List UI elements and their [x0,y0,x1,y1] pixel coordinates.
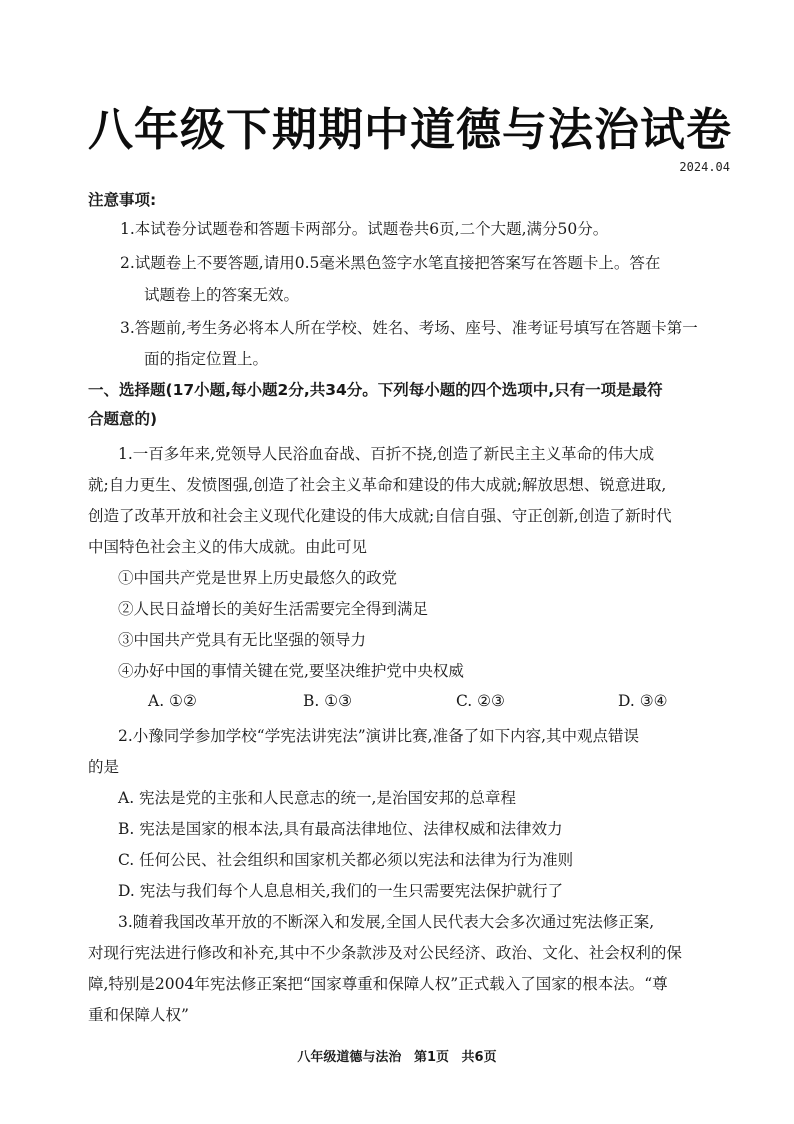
q1-statement-2: ②人民日益增长的美好生活需要完全得到满足 [118,600,429,618]
section1-heading-line-1: 一、选择题(17小题,每小题2分,共34分。下列每小题的四个选项中,只有一项是最符 [88,381,663,399]
q3-stem-line-4: 重和保障人权” [88,1006,189,1024]
q2-stem-line-1: 2.小豫同学参加学校“学宪法讲宪法”演讲比赛,准备了如下内容,其中观点错误 [118,727,639,745]
footer-subject: 八年级道德与法治 [297,1050,402,1065]
q1-statement-1: ①中国共产党是世界上历史最悠久的政党 [118,569,398,587]
q1-stem-line-4: 中国特色社会主义的伟大成就。由此可见 [88,538,368,556]
q1-statement-3: ③中国共产党具有无比坚强的领导力 [118,631,367,649]
exam-title: 八年级下期期中道德与法治试卷 [88,103,733,156]
q2-option-a: A. 宪法是党的主张和人民意志的统一,是治国安邦的总章程 [118,789,516,807]
q3-stem-line-2: 对现行宪法进行修改和补充,其中不少条款涉及对公民经济、政治、文化、社会权利的保 [88,944,682,962]
exam-date: 2024.04 [679,160,730,174]
q1-option-b: B. ①③ [303,692,353,710]
q1-option-c: C. ②③ [456,692,505,710]
notice-item-2-line-2: 试题卷上的答案无效。 [144,286,300,304]
q3-stem-line-1: 3.随着我国改革开放的不断深入和发展,全国人民代表大会多次通过宪法修正案, [118,913,655,931]
notice-item-3-line-1: 3.答题前,考生务必将本人所在学校、姓名、考场、座号、准考证号填写在答题卡第一 [120,319,698,337]
q1-statement-4: ④办好中国的事情关键在党,要坚决维护党中央权威 [118,662,464,680]
q2-stem-line-2: 的是 [88,758,120,776]
q2-option-b: B. 宪法是国家的根本法,具有最高法律地位、法律权威和法律效力 [118,820,563,838]
notice-item-3-line-2: 面的指定位置上。 [144,350,269,368]
section1-heading-line-2: 合题意的) [88,410,158,428]
notice-item-2-line-1: 2.试题卷上不要答题,请用0.5毫米黑色签字水笔直接把答案写在答题卡上。答在 [120,254,661,272]
notice-heading: 注意事项: [88,191,157,209]
q1-stem-line-1: 1.一百多年来,党领导人民浴血奋战、百折不挠,创造了新民主主义革命的伟大成 [118,445,655,463]
footer-page-number: 第1页 [413,1050,449,1065]
q1-option-d: D. ③④ [618,692,668,710]
q1-option-a: A. ①② [148,692,197,710]
footer-total-pages: 共6页 [461,1050,497,1065]
q3-stem-line-3: 障,特别是2004年宪法修正案把“国家尊重和保障人权”正式载入了国家的根本法。“尊 [88,975,668,993]
q1-options [148,692,708,714]
q2-option-c: C. 任何公民、社会组织和国家机关都必须以宪法和法律为行为准则 [118,851,574,869]
q1-stem-line-2: 就;自力更生、发愤图强,创造了社会主义革命和建设的伟大成就;解放思想、锐意进取, [88,476,667,494]
q1-stem-line-3: 创造了改革开放和社会主义现代化建设的伟大成就;自信自强、守正创新,创造了新时代 [88,507,672,525]
page-footer [0,1046,794,1065]
notice-item-1: 1.本试卷分试题卷和答题卡两部分。试题卷共6页,二个大题,满分50分。 [120,220,609,238]
q2-option-d: D. 宪法与我们每个人息息相关,我们的一生只需要宪法保护就行了 [118,882,564,900]
